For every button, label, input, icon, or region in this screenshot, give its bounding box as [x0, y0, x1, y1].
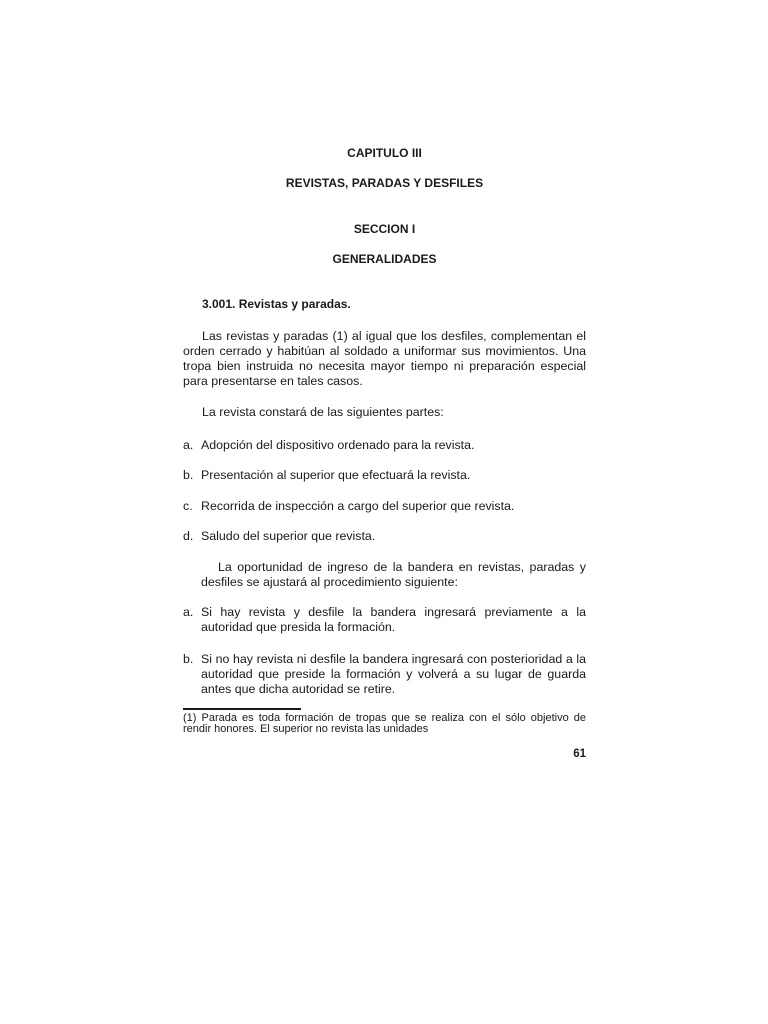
list-item-letter: b.	[183, 652, 194, 666]
page-number: 61	[573, 748, 586, 760]
paragraph-parts-intro: La revista constará de las siguientes partes:	[202, 405, 444, 419]
list-item	[183, 468, 586, 483]
paragraph-intro: Las revistas y paradas (1) al igual que los desfiles, complementan el orden cerrado y habitúan al soldado a uniformar sus movimientos. Una tropa bien instruida no necesita mayor tiempo ni preparación especial para presentarse en tales casos.	[183, 329, 586, 388]
list-item	[183, 652, 586, 697]
list-item-text: Adopción del dispositivo ordenado para la revista.	[201, 438, 475, 452]
footnote: (1) Parada es toda formación de tropas que se realiza con el sólo objetivo de rendir honores. El superior no revista las unidades	[183, 712, 586, 735]
article-heading: 3.001. Revistas y paradas.	[202, 297, 351, 311]
paragraph-flag-intro: La oportunidad de ingreso de la bandera en revistas, paradas y desfiles se ajustará al procedimiento siguiente:	[201, 560, 586, 589]
list-item-letter: c.	[183, 499, 193, 513]
list-item-letter: a.	[183, 605, 194, 619]
list-item	[183, 499, 586, 514]
section-heading: SECCION I	[353, 222, 416, 236]
list-item-text: Si hay revista y desfile la bandera ingresará previamente a la autoridad que presida la formación.	[201, 605, 586, 634]
list-item-text: Presentación al superior que efectuará la revista.	[201, 468, 471, 482]
list-item-text: Saludo del superior que revista.	[201, 529, 376, 543]
list-item-letter: a.	[183, 438, 194, 452]
list-item-letter: d.	[183, 529, 194, 543]
footnote-divider	[183, 708, 301, 710]
chapter-title: REVISTAS, PARADAS Y DESFILES	[285, 176, 484, 190]
list-item-text: Recorrida de inspección a cargo del superior que revista.	[201, 499, 515, 513]
list-item	[183, 605, 586, 635]
list-item-text: Si no hay revista ni desfile la bandera ingresará con posterioridad a la autoridad que preside la formación y volverá a su lugar de guarda antes que dicha autoridad se retire.	[201, 652, 586, 696]
list-item	[183, 438, 586, 453]
chapter-heading: CAPITULO III	[347, 146, 422, 160]
list-item	[183, 529, 586, 544]
list-item-letter: b.	[183, 468, 194, 482]
section-title: GENERALIDADES	[332, 252, 437, 266]
